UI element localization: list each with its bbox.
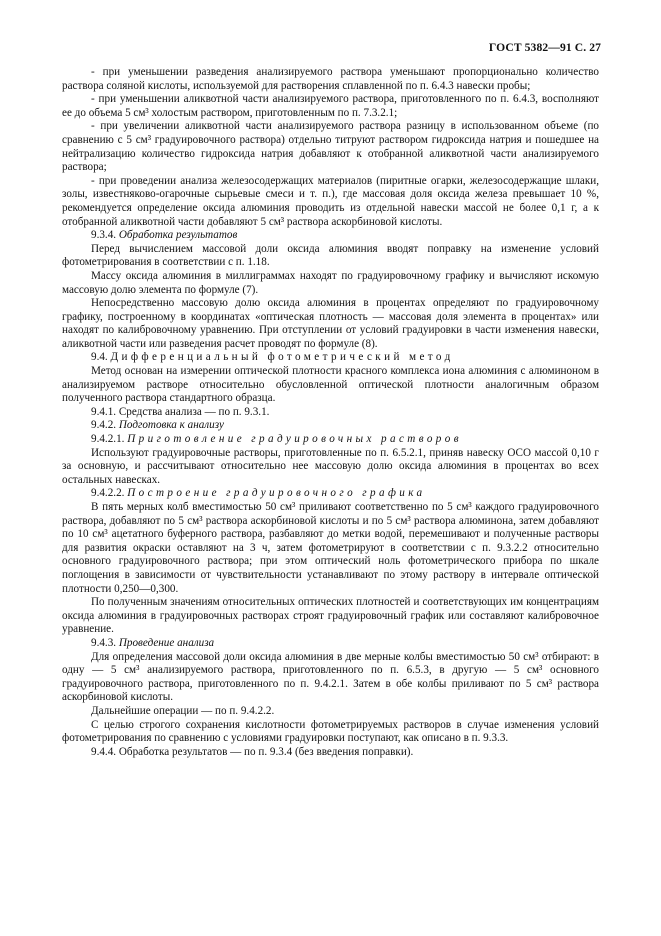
paragraph: Дальнейшие операции — по п. 9.4.2.2. bbox=[91, 704, 275, 717]
section-heading bbox=[62, 487, 599, 501]
paragraph: Используют градуировочные растворы, приготовленные по п. 6.5.2.1, приняв навеску ОСО массой 0,10 г за основную, и рассчитывают относительно нее массовую долю оксида алюминия в процентах во всех остальных навесках. bbox=[62, 446, 599, 486]
paragraph: Метод основан на измерении оптической плотности красного комплекса иона алюминия с алюминоном в анализируемом растворе относительно обусловленной оптической плотности аналогичным образом полученного раствора стандартного образца. bbox=[62, 365, 599, 405]
section-title: Построение градуировочного графика bbox=[127, 487, 426, 500]
section-number: 9.4.2. bbox=[91, 419, 117, 432]
section-title: Проведение анализа bbox=[118, 636, 215, 649]
paragraph: В пять мерных колб вместимостью 50 см³ приливают соответственно по 5 см³ каждого градуировочного раствора, добавляют по 5 см³ раствора аскорбиновой кислоты и по 5 см³ раствора алюминона, затем добавляют по 10 см³ ацетатного буферного раствора, разбавляют до метки водой, перемешивают и полученные растворы для развития окраски оставляют на 3 ч, затем фотометрируют в соответствии с п. 9.3.2.2 относительно основного градуировочного раствора; при этом оптический ноль фотометрического прибора по шкале поглощения в зависимости от чувствительности устанавливают по этому раствору в интервале оптической плотности 0,250—0,300. bbox=[62, 501, 599, 595]
paragraph: По полученным значениям относительных оптических плотностей и соответствующих им концентрациям оксида алюминия в градуировочных растворах строят градуировочный график или составляют калибровочное уравнение. bbox=[62, 596, 599, 636]
paragraph: - при уменьшении разведения анализируемого раствора уменьшают пропорционально количество раствора соляной кислоты, используемой для растворения сплавленной по п. 6.4.3 навески пробы; bbox=[62, 66, 599, 92]
paragraph: - при проведении анализа железосодержащих материалов (пиритные огарки, железосодержащие шлаки, золы, известняково-огарочные сырьевые смеси и т. п.), где массовая доля оксида железа превышает 10 %, рекомендуется определение оксида алюминия проводить из отдельной навески массой не более 0,1 г, а к отобранной аликвотной части добавляют 5 см³ раствора аскорбиновой кислоты. bbox=[62, 174, 599, 228]
paragraph: Для определения массовой доли оксида алюминия в две мерные колбы вместимостью 50 см³ отбирают: в одну — 5 см³ анализируемого раствора, приготовленного по п. 6.5.3, в другую — 5 см³ основного градуировочного раствора, приготовленного по п. 9.4.2.1. Затем в обе колбы приливают по 5 см³ раствора аскорбиновой кислоты. bbox=[62, 650, 599, 704]
section-heading bbox=[62, 229, 599, 243]
paragraph: 9.4.1. Средства анализа — по п. 9.3.1. bbox=[91, 405, 270, 418]
section-title: Приготовление градуировочных растворов bbox=[127, 433, 462, 446]
section-heading bbox=[62, 433, 599, 447]
section-heading bbox=[62, 351, 599, 365]
paragraph: С целью строгого сохранения кислотности фотометрируемых растворов в случае изменения условий фотометрирования по сравнению с условиями градуировки поступают, как описано в п. 9.3.3. bbox=[62, 718, 599, 745]
page-header: ГОСТ 5382—91 С. 27 bbox=[488, 41, 601, 54]
section-number: 9.4.3. bbox=[91, 636, 117, 649]
section-heading bbox=[62, 419, 599, 433]
section-title: Обработка результатов bbox=[118, 229, 238, 242]
paragraph: Перед вычислением массовой доли оксида алюминия вводят поправку на изменение условий фотометрирования в соответствии с п. 1.18. bbox=[62, 242, 599, 269]
section-title: Дифференциальный фотометрический метод bbox=[110, 351, 454, 364]
paragraph: 9.4.4. Обработка результатов — по п. 9.3.4 (без введения поправки). bbox=[91, 745, 414, 758]
section-heading bbox=[62, 637, 599, 651]
document-body bbox=[62, 66, 599, 759]
section-number: 9.4.2.1. bbox=[91, 433, 125, 446]
section-number: 9.4.2.2. bbox=[91, 487, 125, 500]
section-title: Подготовка к анализу bbox=[118, 419, 224, 432]
section-number: 9.3.4. bbox=[91, 229, 117, 242]
paragraph: - при уменьшении аликвотной части анализируемого раствора, приготовленного по п. 6.4.3, восполняют ее до объема 5 см³ холостым раствором, приготовленным по п. 7.3.2.1; bbox=[62, 93, 599, 119]
paragraph: - при увеличении аликвотной части анализируемого раствора разницу в использованном объеме (по сравнению с 5 см³ градуировочного раствора) отдельно титруют раствором гидроксида натрия и пошедшее на нейтрализацию количество гидроксида натрия добавляют к отобранной аликвотной части анализируемого раствора; bbox=[62, 120, 599, 174]
paragraph: Массу оксида алюминия в миллиграммах находят по градуировочному графику и вычисляют искомую массовую долю элемента по формуле (7). bbox=[62, 269, 599, 296]
paragraph: Непосредственно массовую долю оксида алюминия в процентах определяют по градуировочному графику, построенному в координатах «оптическая плотность — массовая доля элемента в процентах» или находят по калибровочному уравнению. При отступлении от условий градуировки в части изменения навески, аликвотной части или разведения расчет проводят по формуле (8). bbox=[62, 297, 599, 350]
section-number: 9.4. bbox=[91, 351, 108, 364]
